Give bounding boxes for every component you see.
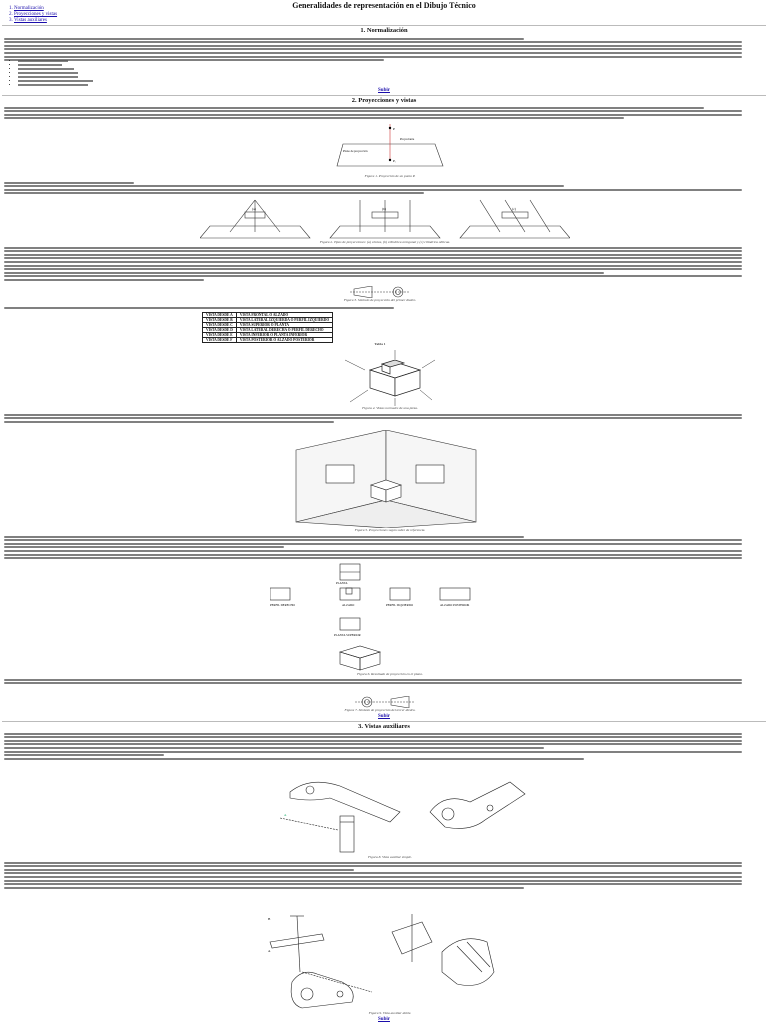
figure-3-first-angle-symbol [350, 286, 420, 298]
section-heading-normalizacion: 1. Normalización [360, 27, 408, 34]
fig6-label-perfil-izquierdo: PERFIL IZQUIERDO [386, 603, 413, 607]
figure-7-third-angle-symbol [355, 696, 415, 708]
caption-fig5: Figura 5. Proyecciones según sobre de referencia. [354, 528, 426, 532]
fig2-label-c: (c) [512, 207, 516, 211]
divider [2, 721, 766, 722]
figure-6-view-layout [270, 560, 490, 672]
fig6-label-alzado: ALZADO [342, 603, 355, 607]
caption-fig7: Figura 7. Símbolo de proyección del tercer diedro. [344, 708, 416, 712]
caption-fig2: Figura 2. Tipos de proyecciones: (a) cónica, (b) cilíndrica ortogonal y (c) cilíndrica oblicua. [319, 240, 451, 244]
paragraph [4, 245, 744, 283]
table-cell-view: VISTA DESDE D [203, 328, 237, 333]
fig1-label-p1: P₁ [393, 159, 397, 163]
figure-8-simple-auxiliary-view [280, 772, 530, 854]
caption-fig9: Figura 9. Vista auxiliar doble. [368, 1011, 412, 1015]
paragraph [4, 731, 744, 761]
toc-link-proyecciones[interactable]: 2. Proyecciones y vistas [14, 12, 57, 18]
section-heading-vistas-auxiliares: 3. Vistas auxiliares [358, 723, 410, 730]
table-cell-name: VISTA LATERAL DERECHA O PERFIL DERECHO [236, 328, 332, 333]
figure-9-double-auxiliary-view [262, 912, 502, 1012]
paragraph [4, 412, 744, 424]
fig6-label-perfil-derecho: PERFIL DERECHO [270, 603, 295, 607]
toc-link-normalizacion[interactable]: 1. Normalización [14, 6, 57, 12]
figure-4-normal-views [340, 350, 440, 408]
table-cell-name: VISTA LATERAL IZQUIERDA O PERFIL IZQUIERDO [236, 318, 332, 323]
table-cell-view: VISTA DESDE F [203, 338, 237, 343]
caption-fig4: Figura 4. Vistas normales de una pieza. [362, 406, 418, 410]
paragraph [4, 860, 744, 890]
figure-5-reference-box [276, 430, 496, 528]
fig6-label-alzado-posterior: ALZADO POSTERIOR [440, 603, 470, 607]
views-table-body [203, 313, 333, 343]
table-cell-name: VISTA FRONTAL O ALZADO [236, 313, 332, 318]
paragraph [4, 534, 744, 561]
fig2-label-a: (a) [252, 207, 256, 211]
caption-fig8: Figura 8. Vista auxiliar simple. [368, 855, 412, 859]
paragraph [4, 180, 744, 196]
table-of-contents [4, 6, 57, 24]
fig1-label-line: Proyectante [400, 137, 415, 141]
table-cell-view: VISTA DESDE B [203, 318, 237, 323]
fig6-label-planta: PLANTA [336, 581, 348, 585]
divider [2, 25, 766, 26]
toc-link-vistas-auxiliares[interactable]: 3. Vistas auxiliares [14, 18, 57, 24]
caption-fig1: Figura 1. Proyección de un punto P. [364, 174, 416, 178]
fig1-label-plane: Plano de proyección [343, 149, 368, 153]
table-row [203, 328, 333, 333]
figure-1-point-projection [335, 122, 445, 174]
up-link[interactable]: Subir [378, 1017, 390, 1022]
paragraph [4, 36, 744, 63]
divider [2, 95, 766, 96]
table-cell-view: VISTA DESDE E [203, 333, 237, 338]
list-item [18, 83, 93, 87]
standards-list [12, 59, 93, 87]
paragraph [4, 105, 744, 121]
table-cell-name: VISTA POSTERIOR O ALZADO POSTERIOR [236, 338, 332, 343]
paragraph [4, 305, 744, 310]
fig9-label-b: B [268, 917, 271, 921]
table-row [203, 318, 333, 323]
table-cell-view: VISTA DESDE A [203, 313, 237, 318]
figure-2-projection-types [200, 198, 570, 240]
caption-fig6: Figura 6. Resultado de proyección en el plano. [357, 672, 423, 676]
table-row [203, 338, 333, 343]
table-cell-name: VISTA SUPERIOR O PLANTA [236, 323, 332, 328]
caption-fig3: Figura 3. Símbolo de proyección del primer diedro. [343, 298, 417, 302]
fig9-label-a: A [268, 949, 271, 953]
fig6-label-planta-superior: PLANTA SUPERIOR [334, 633, 361, 637]
fig2-label-b: (b) [382, 207, 387, 211]
up-link[interactable]: Subir [378, 88, 390, 93]
table-cell-name: VISTA INFERIOR O PLANTA INFERIOR [236, 333, 332, 338]
table-cell-view: VISTA DESDE C [203, 323, 237, 328]
page-title: Generalidades de representación en el Dibujo Técnico [292, 1, 476, 10]
fig1-label-p: P [393, 127, 395, 131]
table-caption: Tabla 1 [374, 342, 386, 346]
up-link[interactable]: Subir [378, 714, 390, 719]
fig8-label-a: A [284, 813, 287, 817]
views-table [202, 312, 333, 343]
section-heading-proyecciones: 2. Proyecciones y vistas [351, 97, 417, 104]
paragraph [4, 677, 744, 686]
